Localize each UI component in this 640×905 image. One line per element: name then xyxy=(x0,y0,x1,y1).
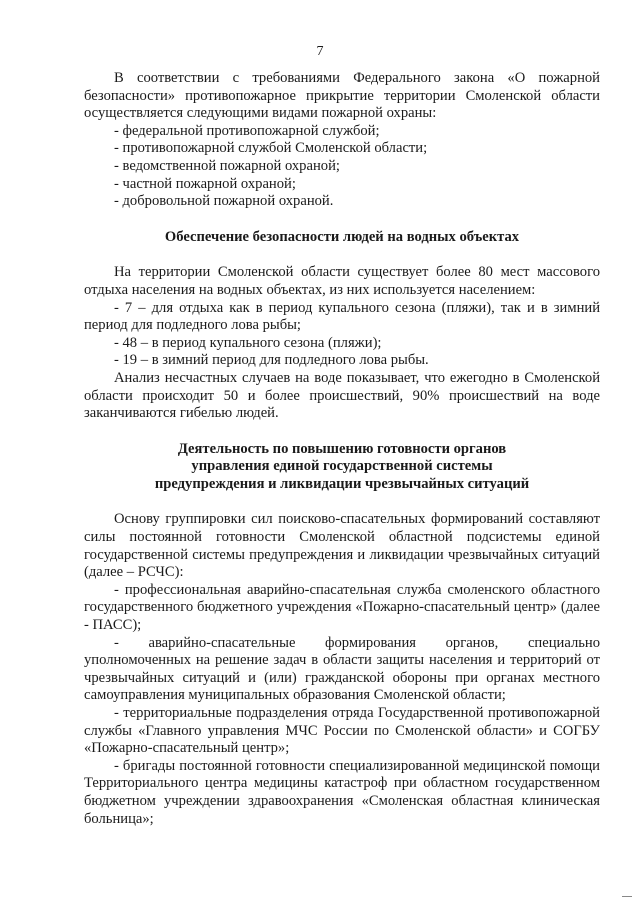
water-safety-heading: Обеспечение безопасности людей на водных объектах xyxy=(164,228,520,245)
fire-protection-item: - ведомственной пожарной охраной; xyxy=(114,157,340,174)
water-safety-intro: На территории Смоленской области существует более 80 мест массового отдыха населения на водных объектах, из них используется населением: xyxy=(84,264,600,298)
fire-protection-item: - противопожарной службой Смоленской области; xyxy=(114,140,428,157)
fire-protection-item: - добровольной пожарной охраной. xyxy=(114,193,334,210)
emergency-readiness-heading-line: управления единой государственной системы xyxy=(191,458,493,475)
page-edge-mark xyxy=(622,896,632,897)
water-safety-item: - 48 – в период купального сезона (пляжи); xyxy=(114,334,382,351)
emergency-readiness-heading-line: Деятельность по повышению готовности органов xyxy=(177,440,507,457)
document-body xyxy=(84,70,600,828)
fire-protection-item: - частной пожарной охраной; xyxy=(114,175,296,192)
emergency-readiness-item: - бригады постоянной готовности специализированной медицинской помощи Территориального центра медицины катастроф при областном государственном бюджетном учреждении здравоохранения «Смоленская областная клиническая больница»; xyxy=(84,757,600,827)
emergency-readiness-item: - профессиональная аварийно-спасательная служба смоленского областного государственного бюджетного учреждения «Пожарно-спасательный центр» (далее - ПАСС); xyxy=(84,581,600,634)
water-safety-item: - 7 – для отдыха как в период купального сезона (пляжи), так и в зимний период для подледного лова рыбы; xyxy=(84,299,600,334)
fire-protection-intro: В соответствии с требованиями Федерального закона «О пожарной безопасности» противопожарное прикрытие территории Смоленской области осуществляется следующими видами пожарной охраны: xyxy=(84,70,600,122)
page-number: 7 xyxy=(316,44,324,59)
emergency-readiness-heading-line: предупреждения и ликвидации чрезвычайных ситуаций xyxy=(154,475,530,492)
fire-protection-item: - федеральной противопожарной службой; xyxy=(114,122,380,139)
emergency-readiness-intro: Основу группировки сил поисково-спасательных формирований составляют силы постоянной готовности Смоленской областной подсистемы единой государственной системы предупреждения и ликвидации чрезвычайных ситуаций (далее – РСЧС): xyxy=(84,511,600,581)
water-safety-item: - 19 – в зимний период для подледного лова рыбы. xyxy=(114,352,429,369)
emergency-readiness-item: - аварийно-спасательные формирования органов, специально уполномоченных на решение задач в области защиты населения и территорий от чрезвычайных ситуаций и (или) гражданской обороны при органах местного самоуправления муниципальных образования Смоленской области; xyxy=(84,634,600,704)
emergency-readiness-item: - территориальные подразделения отряда Государственной противопожарной службы «Главного управления МЧС России по Смоленской области» и СОГБУ «Пожарно-спасательный центр»; xyxy=(84,705,600,757)
water-safety-analysis: Анализ несчастных случаев на воде показывает, что ежегодно в Смоленской области происходит 50 и более происшествий, 90% происшествий на воде заканчиваются гибелью людей. xyxy=(84,369,600,422)
